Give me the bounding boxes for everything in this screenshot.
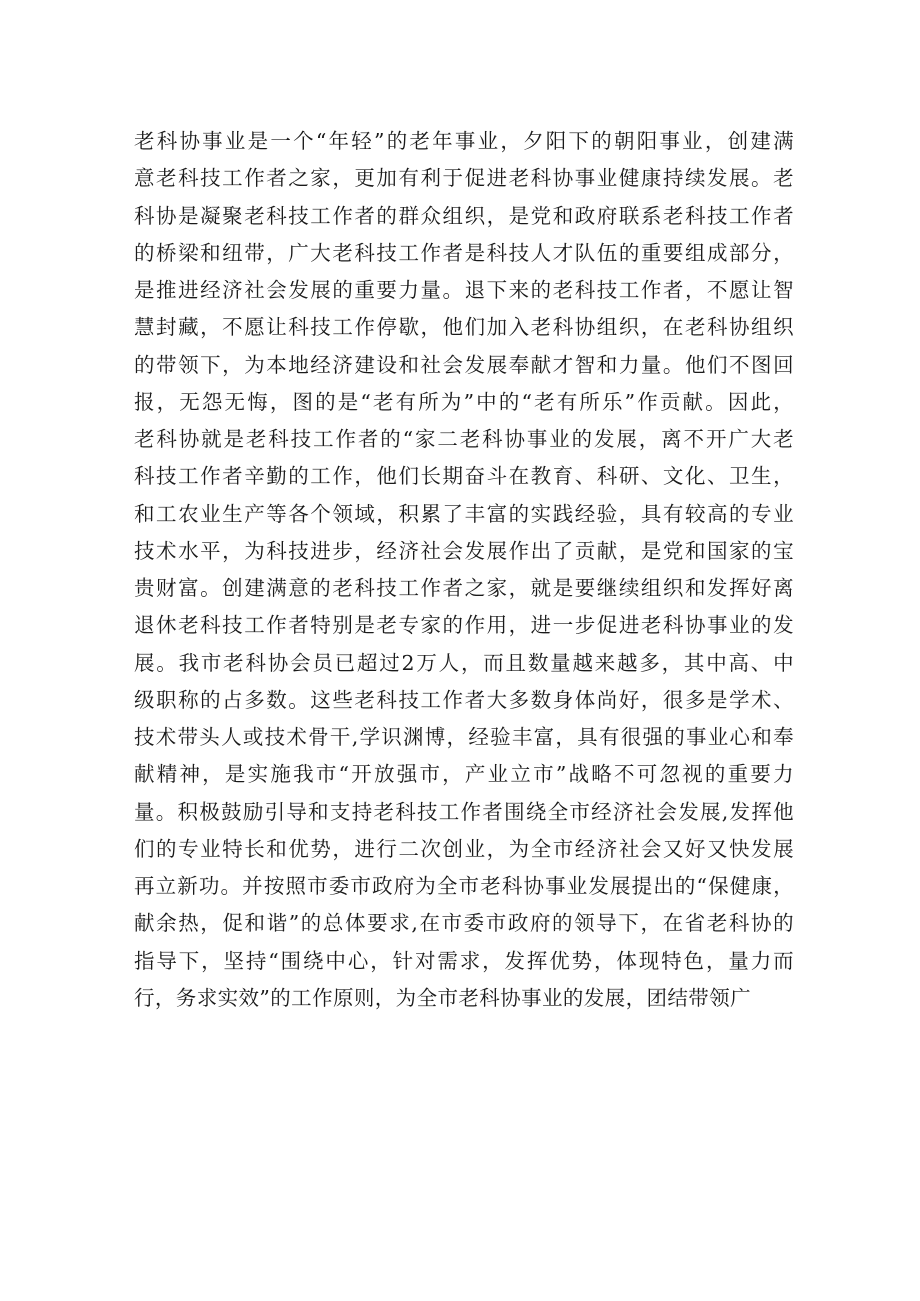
text-line: 献精神，是实施我市“开放强市，产业立市”战略不可忽视的重要力 xyxy=(134,762,794,787)
text-line: 指导下，坚持“围绕中心，针对需求，发挥优势，体现特色，量力而 xyxy=(134,948,794,973)
text-line: 科协是凝聚老科技工作者的群众组织，是党和政府联系老科技工作者 xyxy=(134,203,794,228)
text-line: 技术水平，为科技进步，经济社会发展作出了贡献，是党和国家的宝 xyxy=(134,538,794,563)
text-line: 报，无怨无悔，图的是“老有所为”中的“老有所乐”作贡献。因此， xyxy=(134,389,794,414)
text-line: 级职称的占多数。这些老科技工作者大多数身体尚好，很多是学术、 xyxy=(134,687,794,712)
text-line: 们的专业特长和优势，进行二次创业，为全市经济社会又好又快发展 xyxy=(134,836,794,861)
text-line: 的带领下，为本地经济建设和社会发展奉献才智和力量。他们不图回 xyxy=(134,352,794,377)
text-line: 贵财富。创建满意的老科技工作者之家，就是要继续组织和发挥好离 xyxy=(134,576,794,600)
text-line: 老科协事业是一个“年轻”的老年事业，夕阳下的朝阳事业，创建满 xyxy=(134,129,794,153)
text-line: 量。积极鼓励引导和支持老科技工作者围绕全市经济社会发展,发挥他 xyxy=(134,799,794,824)
text-line: 退休老科技工作者特别是老专家的作用，进一步促进老科协事业的发 xyxy=(134,613,794,638)
body-paragraph xyxy=(134,123,794,1017)
text-line: 的桥梁和纽带，广大老科技工作者是科技人才队伍的重要组成部分， xyxy=(134,240,794,265)
text-line: 意老科技工作者之家，更加有利于促进老科协事业健康持续发展。老 xyxy=(134,166,794,191)
text-line: 科技工作者辛勤的工作，他们长期奋斗在教育、科研、文化、卫生， xyxy=(134,464,794,489)
text-line: 行，务求实效”的工作原则，为全市老科协事业的发展，团结带领广 xyxy=(134,985,751,1010)
text-line: 献余热，促和谐”的总体要求,在市委市政府的领导下，在省老科协的 xyxy=(134,911,794,936)
text-line: 再立新功。并按照市委市政府为全市老科协事业发展提出的“保健康， xyxy=(134,874,794,898)
text-line: 和工农业生产等各个领域，积累了丰富的实践经验，具有较高的专业 xyxy=(134,501,794,526)
text-line: 老科协就是老科技工作者的“家二老科协事业的发展，离不开广大老 xyxy=(134,427,794,451)
text-line: 慧封藏，不愿让科技工作停歇，他们加入老科协组织，在老科协组织 xyxy=(134,315,794,340)
text-line: 是推进经济社会发展的重要力量。退下来的老科技工作者，不愿让智 xyxy=(134,278,794,302)
text-line: 展。我市老科协会员已超过2万人，而且数量越来越多，其中高、中 xyxy=(134,650,794,675)
text-line: 技术带头人或技术骨干,学识渊博，经验丰富，具有很强的事业心和奉 xyxy=(134,725,794,749)
